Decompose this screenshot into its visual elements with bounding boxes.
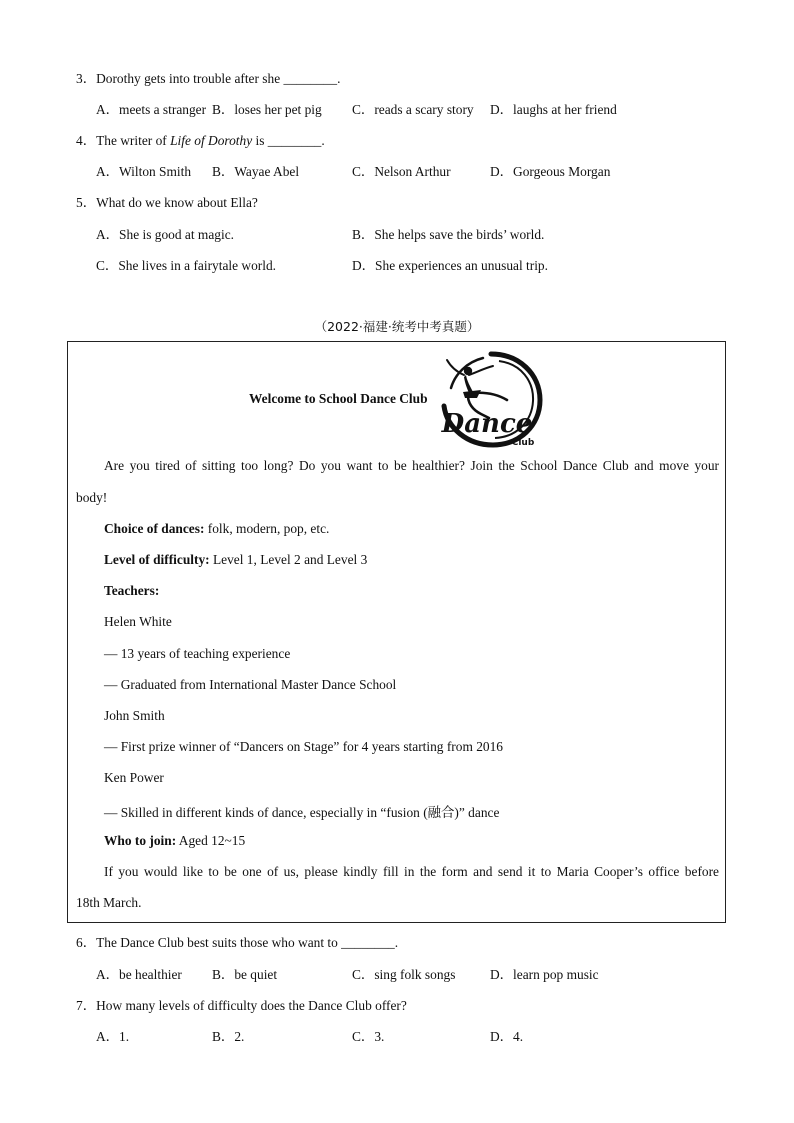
level-of-difficulty: [104, 552, 367, 568]
q4-option-a: A．Wilton Smith: [96, 164, 192, 179]
intro-line-2: body!: [76, 490, 108, 505]
who-label: Who to join:: [104, 833, 177, 848]
teacher-1-detail-2: — Graduated from International Master Dance School: [104, 677, 397, 692]
q5-option-b: B．She helps save the birds’ world.: [352, 227, 545, 242]
q6-option-b: B．be quiet: [212, 967, 278, 982]
q5-option-d: D．She experiences an unusual trip.: [352, 258, 548, 273]
teacher-3-detail-1: — Skilled in different kinds of dance, especially in “fusion (融合)” dance: [104, 805, 500, 820]
q6-option-d: D．learn pop music: [490, 967, 599, 982]
teacher-2-name: John Smith: [104, 708, 165, 723]
teachers-heading: Teachers:: [104, 583, 160, 598]
level-value: Level 1, Level 2 and Level 3: [209, 552, 368, 567]
q3-option-c: C．reads a scary story: [352, 102, 474, 117]
q6-option-c: C．sing folk songs: [352, 967, 456, 982]
q7-option-b: B．2.: [212, 1029, 245, 1044]
q5-option-a: A．She is good at magic.: [96, 227, 234, 242]
dance-club-logo: [437, 348, 545, 450]
choice-label: Choice of dances:: [104, 521, 205, 536]
q4-option-d: D．Gorgeous Morgan: [490, 164, 611, 179]
teacher-1-detail-1: — 13 years of teaching experience: [104, 646, 291, 661]
question-7-stem: 7．How many levels of difficulty does the Dance Club offer?: [76, 998, 407, 1013]
question-6-stem: 6．The Dance Club best suits those who want to ________.: [76, 935, 399, 950]
who-to-join: [104, 833, 245, 849]
q7-option-a: A．1.: [96, 1029, 130, 1044]
logo-sub: Club: [511, 438, 535, 448]
logo-word: Dance: [441, 409, 533, 439]
q7-option-d: D．4.: [490, 1029, 524, 1044]
q4-option-b: B．Wayae Abel: [212, 164, 300, 179]
q4-book-title: Life of Dorothy: [170, 133, 253, 148]
q3-option-b: B．loses her pet pig: [212, 102, 322, 117]
question-5-stem: 5．What do we know about Ella?: [76, 195, 258, 210]
closing-line-1: If you would like to be one of us, please kindly fill in the form and send it to Maria Cooper’s office before: [104, 864, 719, 879]
source-caption: （2022·福建·统考中考真题）: [314, 319, 480, 334]
intro-line-1: Are you tired of sitting too long? Do you want to be healthier? Join the School Dance Club and move your: [104, 458, 719, 473]
teacher-2-detail-1: — First prize winner of “Dancers on Stage” for 4 years starting from 2016: [104, 739, 503, 754]
q3-option-a: A．meets a stranger: [96, 102, 207, 117]
teacher-1-name: Helen White: [104, 614, 172, 629]
q3-option-d: D．laughs at her friend: [490, 102, 617, 117]
choice-value: folk, modern, pop, etc.: [204, 521, 330, 536]
who-value: Aged 12~15: [176, 833, 246, 848]
question-4-stem: [76, 130, 325, 149]
level-label: Level of difficulty:: [104, 552, 210, 567]
question-3-stem: 3．Dorothy gets into trouble after she ________.: [76, 71, 341, 86]
q4-stem-after: is ________.: [252, 133, 325, 148]
choice-of-dances: [104, 521, 329, 537]
q6-option-a: A．be healthier: [96, 967, 182, 982]
q5-option-c: C．She lives in a fairytale world.: [96, 258, 276, 273]
closing-line-2: 18th March.: [76, 895, 142, 910]
q4-stem-before: 4．The writer of: [76, 133, 171, 148]
q4-option-c: C．Nelson Arthur: [352, 164, 451, 179]
teacher-3-name: Ken Power: [104, 770, 164, 785]
notice-title: Welcome to School Dance Club: [249, 391, 428, 406]
q7-option-c: C．3.: [352, 1029, 385, 1044]
